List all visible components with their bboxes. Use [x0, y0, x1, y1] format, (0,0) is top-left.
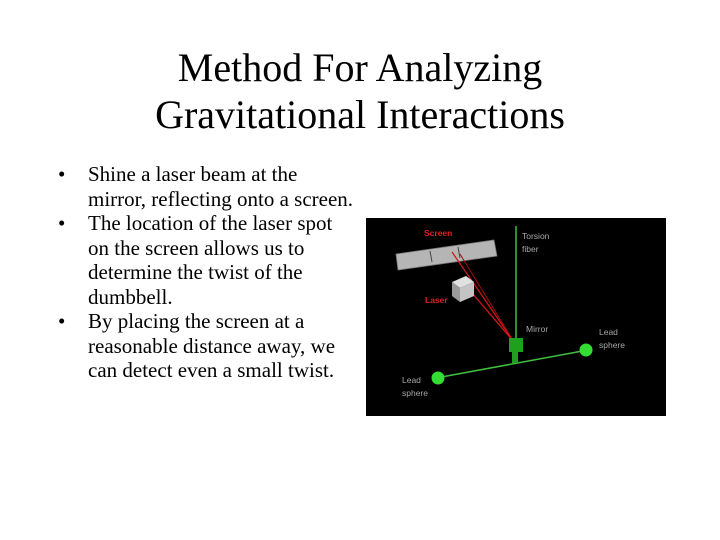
bullet-text: The location of the laser spot on the screen allows us to determine the twist of the dumbbell.	[88, 211, 333, 309]
title-line-2: Gravitational Interactions	[155, 92, 565, 137]
label-lead-left-2: sphere	[402, 388, 428, 398]
bullet-dot-icon: •	[58, 309, 66, 333]
bullet-item	[58, 211, 358, 309]
slide-title	[60, 44, 660, 138]
label-laser: Laser	[425, 295, 448, 305]
mirror-block	[509, 338, 523, 352]
label-lead-right-2: sphere	[599, 340, 625, 350]
label-lead-left-1: Lead	[402, 375, 421, 385]
bullet-dot-icon: •	[58, 211, 66, 235]
lead-sphere-right	[580, 344, 593, 357]
bullet-item	[58, 309, 358, 383]
bullet-list	[58, 162, 358, 383]
label-torsion-1: Torsion	[522, 231, 550, 241]
label-screen: Screen	[424, 228, 453, 238]
lead-sphere-left	[432, 372, 445, 385]
bullet-text: Shine a laser beam at the mirror, reflecting onto a screen.	[88, 162, 354, 211]
screen-panel	[396, 240, 497, 270]
title-line-1: Method For Analyzing	[177, 45, 543, 90]
label-lead-right-1: Lead	[599, 327, 618, 337]
bullet-item	[58, 162, 358, 211]
bullet-dot-icon: •	[58, 162, 66, 186]
label-torsion-2: fiber	[522, 244, 539, 254]
torsion-balance-diagram	[366, 218, 666, 416]
label-mirror: Mirror	[526, 324, 549, 334]
mirror-stem	[512, 351, 518, 363]
bullet-text: By placing the screen at a reasonable distance away, we can detect even a small twist.	[88, 309, 336, 382]
diagram-canvas	[366, 218, 666, 416]
